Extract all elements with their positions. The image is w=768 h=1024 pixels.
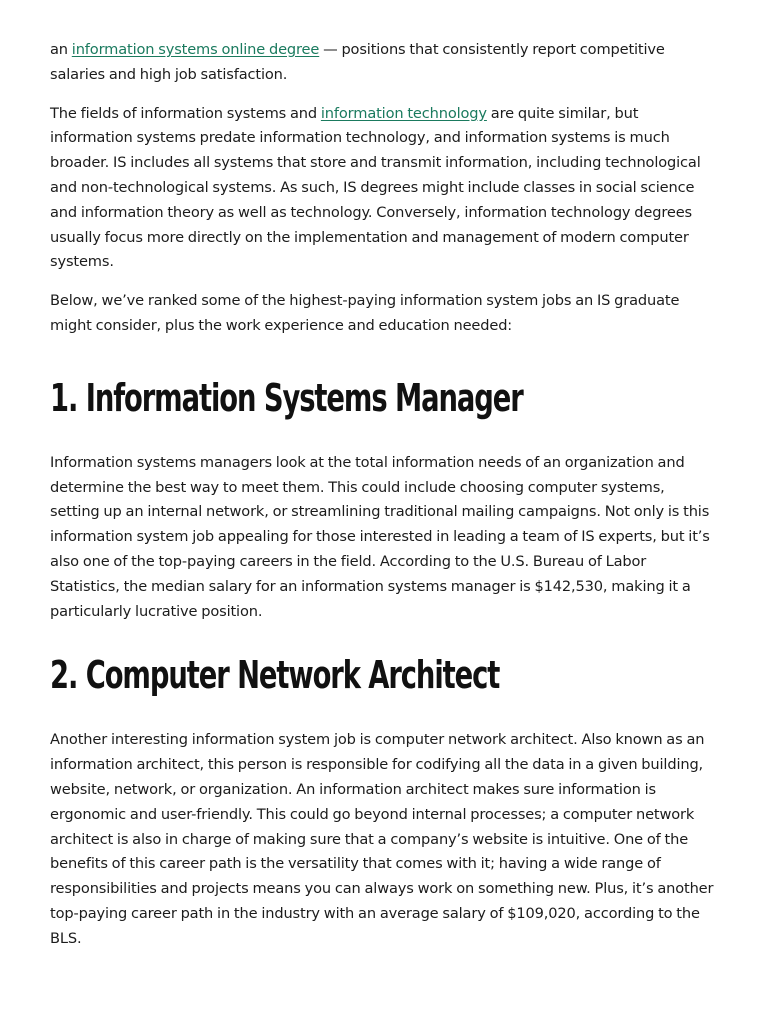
intro-paragraph-3: Below, we’ve ranked some of the highest-paying information system jobs an IS graduate might consider, plus the work experience and education needed: xyxy=(50,292,680,334)
section-heading-computer-network-architect: 2. Computer Network Architect xyxy=(50,653,500,698)
intro-text: an xyxy=(50,41,72,58)
intro-paragraph-1 xyxy=(50,38,718,88)
intro-paragraph-2 xyxy=(50,102,718,276)
article-body xyxy=(50,38,718,966)
intro-text: — positions that consistently report competitive salaries and high job satisfaction. xyxy=(50,41,665,83)
section-body-computer-network-architect: Another interesting information system job is computer network architect. Also known as an information architect, this person is responsible for codifying all the data in a given building, website, network, or organization. An information architect makes sure information is ergonomic and user-friendly. This could go beyond internal processes; a computer network architect is also in charge of making sure that a company’s website is intuitive. One of the benefits of this career path is the versatility that comes with it; having a wide range of responsibilities and projects means you can always work on something new. Plus, it’s another top-paying career path in the industry with an average salary of $109,020, according to the BLS. xyxy=(50,731,714,947)
section-body-information-systems-manager: Information systems managers look at the total information needs of an organization and determine the best way to meet them. This could include choosing computer systems, setting up an internal network, or streamlining traditional mailing campaigns. Not only is this information system job appealing for those interested in leading a team of IS experts, but it’s also one of the top-paying careers in the field. According to the U.S. Bureau of Labor Statistics, the median salary for an information systems manager is $142,530, making it a particularly lucrative position. xyxy=(50,453,710,620)
section-heading-information-systems-manager: 1. Information Systems Manager xyxy=(50,375,523,420)
information-systems-degree-link[interactable]: information systems online degree xyxy=(71,41,320,58)
intro-text: are quite similar, but information systems predate information technology, and information systems is much broader. IS includes all systems that store and transmit information, including technological and non-technological systems. As such, IS degrees might include classes in social science and information theory as well as technology. Conversely, information technology degrees usually focus more directly on the implementation and management of modern computer systems. xyxy=(50,104,701,271)
intro-text: The fields of information systems and xyxy=(50,104,321,122)
information-technology-link[interactable]: information technology xyxy=(320,104,487,122)
